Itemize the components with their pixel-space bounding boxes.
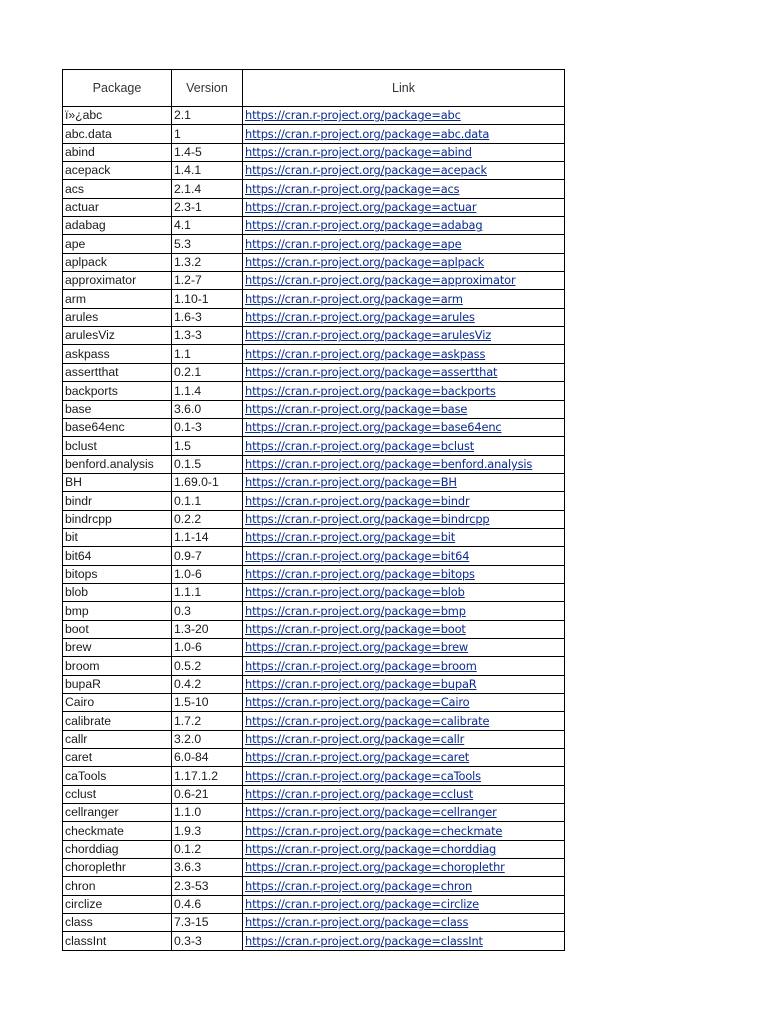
link-cell xyxy=(243,602,565,620)
package-name-cell: calibrate xyxy=(63,712,172,730)
table-row xyxy=(63,492,565,510)
link-cell xyxy=(243,363,565,381)
table-row xyxy=(63,932,565,950)
version-cell: 0.9-7 xyxy=(172,547,243,565)
link-cell xyxy=(243,859,565,877)
table-row xyxy=(63,162,565,180)
package-link[interactable]: https://cran.r-project.org/package=cellranger xyxy=(245,805,497,820)
package-link[interactable]: https://cran.r-project.org/package=callr xyxy=(245,732,465,747)
package-link[interactable]: https://cran.r-project.org/package=approximator xyxy=(245,273,516,288)
package-name-cell: BH xyxy=(63,473,172,491)
version-cell: 1.9.3 xyxy=(172,822,243,840)
table-header-row xyxy=(63,70,565,107)
package-name-cell: cclust xyxy=(63,785,172,803)
package-link[interactable]: https://cran.r-project.org/package=abc.data xyxy=(245,126,490,141)
column-header-version: Version xyxy=(172,70,243,107)
package-name-cell: checkmate xyxy=(63,822,172,840)
version-cell: 1 xyxy=(172,125,243,143)
link-cell xyxy=(243,749,565,767)
version-cell: 1.6-3 xyxy=(172,308,243,326)
link-cell xyxy=(243,877,565,895)
link-cell xyxy=(243,638,565,656)
package-link[interactable]: https://cran.r-project.org/package=boot xyxy=(245,621,466,636)
package-link[interactable]: https://cran.r-project.org/package=assertthat xyxy=(245,365,498,380)
package-name-cell: backports xyxy=(63,382,172,400)
table-row xyxy=(63,822,565,840)
link-cell xyxy=(243,198,565,216)
table-row xyxy=(63,547,565,565)
package-link[interactable]: https://cran.r-project.org/package=broom xyxy=(245,658,477,673)
package-name-cell: callr xyxy=(63,730,172,748)
version-cell: 7.3-15 xyxy=(172,914,243,932)
link-cell xyxy=(243,253,565,271)
link-cell xyxy=(243,327,565,345)
link-cell xyxy=(243,272,565,290)
table-body xyxy=(63,107,565,951)
table-row xyxy=(63,217,565,235)
link-cell xyxy=(243,473,565,491)
table-row xyxy=(63,235,565,253)
package-link[interactable]: https://cran.r-project.org/package=BH xyxy=(245,475,457,490)
package-name-cell: class xyxy=(63,914,172,932)
package-name-cell: caTools xyxy=(63,767,172,785)
package-link[interactable]: https://cran.r-project.org/package=benford.analysis xyxy=(245,456,533,471)
package-link[interactable]: https://cran.r-project.org/package=ape xyxy=(245,236,462,251)
package-name-cell: caret xyxy=(63,749,172,767)
table-row xyxy=(63,694,565,712)
version-cell: 1.17.1.2 xyxy=(172,767,243,785)
package-table xyxy=(62,69,565,951)
package-link[interactable]: https://cran.r-project.org/package=circlize xyxy=(245,897,479,912)
link-cell xyxy=(243,308,565,326)
table-row xyxy=(63,638,565,656)
link-cell xyxy=(243,785,565,803)
version-cell: 2.3-53 xyxy=(172,877,243,895)
package-name-cell: approximator xyxy=(63,272,172,290)
package-link[interactable]: https://cran.r-project.org/package=caTools xyxy=(245,768,481,783)
link-cell xyxy=(243,400,565,418)
link-cell xyxy=(243,840,565,858)
package-name-cell: broom xyxy=(63,657,172,675)
table-row xyxy=(63,657,565,675)
package-name-cell: ï»¿abc xyxy=(63,107,172,125)
table-row xyxy=(63,272,565,290)
version-cell: 1.0-6 xyxy=(172,565,243,583)
version-cell: 1.1.4 xyxy=(172,382,243,400)
table-row xyxy=(63,418,565,436)
table-row xyxy=(63,382,565,400)
version-cell: 1.1.1 xyxy=(172,583,243,601)
version-cell: 1.1 xyxy=(172,345,243,363)
package-link[interactable]: https://cran.r-project.org/package=chron xyxy=(245,878,473,893)
version-cell: 0.2.2 xyxy=(172,510,243,528)
link-cell xyxy=(243,694,565,712)
package-link[interactable]: https://cran.r-project.org/package=cclust xyxy=(245,787,474,802)
table-row xyxy=(63,602,565,620)
table-row xyxy=(63,363,565,381)
package-name-cell: arulesViz xyxy=(63,327,172,345)
package-link[interactable]: https://cran.r-project.org/package=bitops xyxy=(245,566,475,581)
version-cell: 2.1 xyxy=(172,107,243,125)
package-link[interactable]: https://cran.r-project.org/package=classInt xyxy=(245,933,483,948)
table-row xyxy=(63,785,565,803)
link-cell xyxy=(243,565,565,583)
version-cell: 1.5 xyxy=(172,437,243,455)
table-row xyxy=(63,877,565,895)
package-name-cell: blob xyxy=(63,583,172,601)
link-cell xyxy=(243,895,565,913)
package-link[interactable]: https://cran.r-project.org/package=bindr xyxy=(245,493,470,508)
version-cell: 0.1.5 xyxy=(172,455,243,473)
version-cell: 1.3.2 xyxy=(172,253,243,271)
package-name-cell: actuar xyxy=(63,198,172,216)
link-cell xyxy=(243,382,565,400)
package-name-cell: arm xyxy=(63,290,172,308)
link-cell xyxy=(243,217,565,235)
link-cell xyxy=(243,162,565,180)
package-link[interactable]: https://cran.r-project.org/package=choroplethr xyxy=(245,860,505,875)
table-row xyxy=(63,859,565,877)
table-row xyxy=(63,840,565,858)
version-cell: 0.1.2 xyxy=(172,840,243,858)
package-name-cell: chorddiag xyxy=(63,840,172,858)
package-name-cell: brew xyxy=(63,638,172,656)
version-cell: 1.5-10 xyxy=(172,694,243,712)
package-link[interactable]: https://cran.r-project.org/package=bit xyxy=(245,530,456,545)
table-row xyxy=(63,749,565,767)
version-cell: 1.10-1 xyxy=(172,290,243,308)
package-name-cell: assertthat xyxy=(63,363,172,381)
package-name-cell: arules xyxy=(63,308,172,326)
version-cell: 4.1 xyxy=(172,217,243,235)
version-cell: 1.3-3 xyxy=(172,327,243,345)
table-row xyxy=(63,510,565,528)
version-cell: 3.6.3 xyxy=(172,859,243,877)
link-cell xyxy=(243,822,565,840)
table-row xyxy=(63,327,565,345)
package-link[interactable]: https://cran.r-project.org/package=abc xyxy=(245,108,461,123)
package-link[interactable]: https://cran.r-project.org/package=acs xyxy=(245,181,460,196)
package-name-cell: base64enc xyxy=(63,418,172,436)
table-row xyxy=(63,455,565,473)
table-row xyxy=(63,730,565,748)
package-link[interactable]: https://cran.r-project.org/package=base xyxy=(245,401,468,416)
package-name-cell: acs xyxy=(63,180,172,198)
version-cell: 6.0-84 xyxy=(172,749,243,767)
table-row xyxy=(63,345,565,363)
package-name-cell: circlize xyxy=(63,895,172,913)
package-link[interactable]: https://cran.r-project.org/package=abind xyxy=(245,145,472,160)
table-row xyxy=(63,914,565,932)
link-cell xyxy=(243,510,565,528)
package-name-cell: bindr xyxy=(63,492,172,510)
link-cell xyxy=(243,418,565,436)
package-link[interactable]: https://cran.r-project.org/package=arulesViz xyxy=(245,328,492,343)
package-name-cell: boot xyxy=(63,620,172,638)
link-cell xyxy=(243,804,565,822)
package-name-cell: benford.analysis xyxy=(63,455,172,473)
package-link[interactable]: https://cran.r-project.org/package=checkmate xyxy=(245,823,503,838)
link-cell xyxy=(243,455,565,473)
version-cell: 0.2.1 xyxy=(172,363,243,381)
package-link[interactable]: https://cran.r-project.org/package=bit64 xyxy=(245,548,470,563)
version-cell: 1.0-6 xyxy=(172,638,243,656)
table-row xyxy=(63,400,565,418)
version-cell: 2.1.4 xyxy=(172,180,243,198)
table-row xyxy=(63,290,565,308)
package-name-cell: chron xyxy=(63,877,172,895)
table-row xyxy=(63,767,565,785)
package-name-cell: ape xyxy=(63,235,172,253)
link-cell xyxy=(243,345,565,363)
package-link[interactable]: https://cran.r-project.org/package=brew xyxy=(245,640,469,655)
link-cell xyxy=(243,492,565,510)
link-cell xyxy=(243,675,565,693)
version-cell: 0.5.2 xyxy=(172,657,243,675)
link-cell xyxy=(243,583,565,601)
package-link[interactable]: https://cran.r-project.org/package=arm xyxy=(245,291,463,306)
package-link[interactable]: https://cran.r-project.org/package=bindrcpp xyxy=(245,511,490,526)
link-cell xyxy=(243,143,565,161)
version-cell: 1.3-20 xyxy=(172,620,243,638)
link-cell xyxy=(243,932,565,950)
package-link[interactable]: https://cran.r-project.org/package=askpass xyxy=(245,346,486,361)
version-cell: 0.4.6 xyxy=(172,895,243,913)
table-row xyxy=(63,675,565,693)
table-row xyxy=(63,180,565,198)
version-cell: 5.3 xyxy=(172,235,243,253)
package-link[interactable]: https://cran.r-project.org/package=bmp xyxy=(245,603,466,618)
link-cell xyxy=(243,180,565,198)
package-name-cell: aplpack xyxy=(63,253,172,271)
package-link[interactable]: https://cran.r-project.org/package=aplpack xyxy=(245,255,485,270)
link-cell xyxy=(243,767,565,785)
version-cell: 1.1.0 xyxy=(172,804,243,822)
link-cell xyxy=(243,657,565,675)
package-link[interactable]: https://cran.r-project.org/package=acepack xyxy=(245,163,487,178)
version-cell: 0.3-3 xyxy=(172,932,243,950)
package-name-cell: bitops xyxy=(63,565,172,583)
package-name-cell: base xyxy=(63,400,172,418)
package-link[interactable]: https://cran.r-project.org/package=calibrate xyxy=(245,713,490,728)
version-cell: 0.3 xyxy=(172,602,243,620)
version-cell: 1.69.0-1 xyxy=(172,473,243,491)
table-row xyxy=(63,804,565,822)
version-cell: 0.1.1 xyxy=(172,492,243,510)
version-cell: 1.1-14 xyxy=(172,528,243,546)
link-cell xyxy=(243,528,565,546)
package-name-cell: abc.data xyxy=(63,125,172,143)
table-row xyxy=(63,528,565,546)
package-link[interactable]: https://cran.r-project.org/package=caret xyxy=(245,750,470,765)
link-cell xyxy=(243,437,565,455)
package-name-cell: acepack xyxy=(63,162,172,180)
package-name-cell: Cairo xyxy=(63,694,172,712)
version-cell: 1.4.1 xyxy=(172,162,243,180)
package-link[interactable]: https://cran.r-project.org/package=class xyxy=(245,915,469,930)
package-name-cell: bupaR xyxy=(63,675,172,693)
package-link[interactable]: https://cran.r-project.org/package=backports xyxy=(245,383,496,398)
package-link[interactable]: https://cran.r-project.org/package=bclust xyxy=(245,438,475,453)
table-row xyxy=(63,143,565,161)
package-name-cell: bmp xyxy=(63,602,172,620)
table-row xyxy=(63,308,565,326)
package-link[interactable]: https://cran.r-project.org/package=adabag xyxy=(245,218,483,233)
table-row xyxy=(63,895,565,913)
link-cell xyxy=(243,620,565,638)
table-row xyxy=(63,712,565,730)
link-cell xyxy=(243,235,565,253)
package-link[interactable]: https://cran.r-project.org/package=Cairo xyxy=(245,695,470,710)
table-row xyxy=(63,125,565,143)
version-cell: 0.4.2 xyxy=(172,675,243,693)
table-row xyxy=(63,107,565,125)
version-cell: 3.2.0 xyxy=(172,730,243,748)
package-name-cell: bit64 xyxy=(63,547,172,565)
version-cell: 1.2-7 xyxy=(172,272,243,290)
link-cell xyxy=(243,712,565,730)
package-name-cell: bit xyxy=(63,528,172,546)
package-name-cell: classInt xyxy=(63,932,172,950)
package-name-cell: adabag xyxy=(63,217,172,235)
table-row xyxy=(63,620,565,638)
package-link[interactable]: https://cran.r-project.org/package=blob xyxy=(245,585,465,600)
version-cell: 2.3-1 xyxy=(172,198,243,216)
version-cell: 3.6.0 xyxy=(172,400,243,418)
package-link[interactable]: https://cran.r-project.org/package=base64enc xyxy=(245,420,502,435)
package-name-cell: bclust xyxy=(63,437,172,455)
package-name-cell: askpass xyxy=(63,345,172,363)
package-name-cell: abind xyxy=(63,143,172,161)
package-link[interactable]: https://cran.r-project.org/package=chorddiag xyxy=(245,842,497,857)
table-row xyxy=(63,198,565,216)
table-row xyxy=(63,583,565,601)
package-name-cell: cellranger xyxy=(63,804,172,822)
package-name-cell: choroplethr xyxy=(63,859,172,877)
link-cell xyxy=(243,107,565,125)
link-cell xyxy=(243,290,565,308)
package-name-cell: bindrcpp xyxy=(63,510,172,528)
package-link[interactable]: https://cran.r-project.org/package=bupaR xyxy=(245,677,477,691)
table-row xyxy=(63,565,565,583)
column-header-link: Link xyxy=(243,70,565,107)
table-row xyxy=(63,437,565,455)
link-cell xyxy=(243,125,565,143)
package-link[interactable]: https://cran.r-project.org/package=actuar xyxy=(245,200,477,215)
column-header-package: Package xyxy=(63,70,172,107)
version-cell: 0.1-3 xyxy=(172,418,243,436)
link-cell xyxy=(243,547,565,565)
table-row xyxy=(63,253,565,271)
version-cell: 0.6-21 xyxy=(172,785,243,803)
table-row xyxy=(63,473,565,491)
package-link[interactable]: https://cran.r-project.org/package=arules xyxy=(245,310,475,325)
link-cell xyxy=(243,730,565,748)
version-cell: 1.7.2 xyxy=(172,712,243,730)
version-cell: 1.4-5 xyxy=(172,143,243,161)
link-cell xyxy=(243,914,565,932)
